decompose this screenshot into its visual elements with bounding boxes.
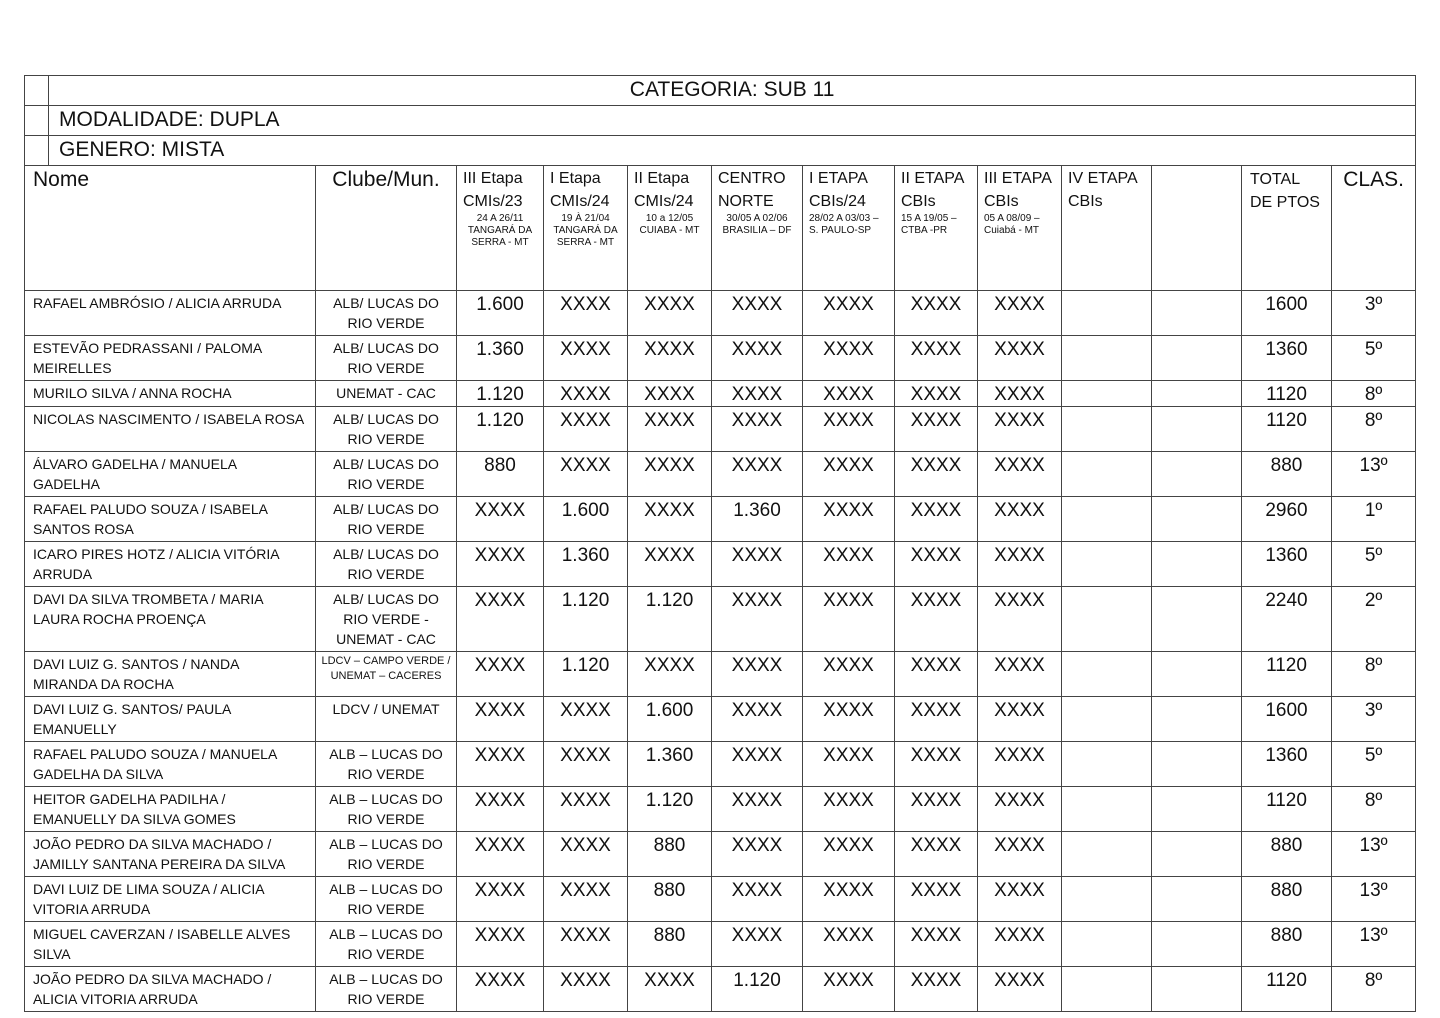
total-points: 2240 [1242, 587, 1332, 652]
stage-points: 1.600 [628, 697, 712, 742]
total-points: 1120 [1242, 967, 1332, 1012]
classification: 5º [1332, 542, 1416, 587]
stage-title: I Etapa CMIs/24 [550, 170, 610, 210]
stage-points [1152, 877, 1242, 922]
stage-points [1062, 787, 1152, 832]
table-row [25, 587, 1416, 652]
table-row [25, 787, 1416, 832]
club-name: ALB/ LUCAS DO RIO VERDE - UNEMAT - CAC [316, 587, 457, 652]
stage-title: III ETAPA CBIs [984, 170, 1051, 210]
stage-points: XXXX [457, 877, 544, 922]
classification: 5º [1332, 336, 1416, 381]
club-name: LDCV – CAMPO VERDE / UNEMAT – CACERES [316, 652, 457, 697]
table-row [25, 407, 1416, 452]
club-name: ALB/ LUCAS DO RIO VERDE [316, 407, 457, 452]
pair-name: JOÃO PEDRO DA SILVA MACHADO / ALICIA VITORIA ARRUDA [25, 967, 316, 1012]
stage-points: XXXX [628, 497, 712, 542]
stage-title: II Etapa CMIs/24 [634, 170, 694, 210]
stage-points: XXXX [628, 336, 712, 381]
stage-points: XXXX [895, 967, 978, 1012]
stage-points: XXXX [544, 742, 628, 787]
stage-points: XXXX [978, 381, 1062, 407]
stage-points: XXXX [978, 652, 1062, 697]
stage-points: XXXX [803, 336, 895, 381]
col-stage-7 [978, 166, 1062, 291]
total-points: 2960 [1242, 497, 1332, 542]
stage-points [1152, 697, 1242, 742]
stage-dates: 15 A 19/05 – CTBA -PR [901, 213, 957, 236]
club-name: ALB/ LUCAS DO RIO VERDE [316, 542, 457, 587]
club-name: ALB – LUCAS DO RIO VERDE [316, 787, 457, 832]
stage-points: XXXX [457, 542, 544, 587]
stage-points [1152, 452, 1242, 497]
col-clas: CLAS. [1332, 166, 1416, 291]
stage-points: XXXX [803, 967, 895, 1012]
total-points: 1360 [1242, 742, 1332, 787]
col-stage-9 [1152, 166, 1242, 291]
modalidade-label: MODALIDADE: DUPLA [59, 108, 280, 131]
stage-points [1152, 742, 1242, 787]
classification: 8º [1332, 787, 1416, 832]
stage-points: XXXX [978, 407, 1062, 452]
total-points: 880 [1242, 877, 1332, 922]
stage-points: XXXX [803, 452, 895, 497]
table-row [25, 497, 1416, 542]
stage-points: XXXX [712, 336, 803, 381]
stage-points: 1.360 [628, 742, 712, 787]
stage-points: XXXX [628, 452, 712, 497]
col-stage-5 [803, 166, 895, 291]
stage-points: XXXX [457, 832, 544, 877]
stage-points: XXXX [895, 291, 978, 336]
stage-points: XXXX [895, 922, 978, 967]
stage-title: II ETAPA CBIs [901, 170, 964, 210]
stage-points: XXXX [712, 697, 803, 742]
stage-points [1152, 381, 1242, 407]
stage-points: XXXX [895, 877, 978, 922]
stage-points: XXXX [978, 336, 1062, 381]
pair-name: ICARO PIRES HOTZ / ALICIA VITÓRIA ARRUDA [25, 542, 316, 587]
stage-dates: 28/02 A 03/03 – S. PAULO-SP [809, 213, 879, 236]
col-stage-8 [1062, 166, 1152, 291]
club-name: ALB – LUCAS DO RIO VERDE [316, 832, 457, 877]
club-name: ALB/ LUCAS DO RIO VERDE [316, 497, 457, 542]
stage-points: 1.360 [457, 336, 544, 381]
classification: 13º [1332, 922, 1416, 967]
stage-points [1152, 787, 1242, 832]
stage-points [1062, 542, 1152, 587]
stage-points: XXXX [803, 291, 895, 336]
stage-points: XXXX [978, 922, 1062, 967]
pair-name: DAVI LUIZ DE LIMA SOUZA / ALICIA VITORIA ARRUDA [25, 877, 316, 922]
stage-title: IV ETAPA CBIs [1068, 170, 1137, 210]
stage-points: XXXX [544, 381, 628, 407]
stage-points [1152, 407, 1242, 452]
stage-points: XXXX [895, 381, 978, 407]
col-clube: Clube/Mun. [316, 166, 457, 291]
stage-points: XXXX [457, 697, 544, 742]
total-points: 1360 [1242, 336, 1332, 381]
stage-points: XXXX [628, 967, 712, 1012]
stage-points: XXXX [544, 452, 628, 497]
stage-points: 1.360 [544, 542, 628, 587]
stage-points: XXXX [803, 742, 895, 787]
table-row [25, 381, 1416, 407]
pair-name: RAFAEL AMBRÓSIO / ALICIA ARRUDA [25, 291, 316, 336]
stage-points: XXXX [712, 922, 803, 967]
genero-label: GENERO: MISTA [59, 138, 225, 161]
stage-points: XXXX [895, 542, 978, 587]
stage-points: 1.120 [628, 787, 712, 832]
classification: 3º [1332, 291, 1416, 336]
club-name: ALB/ LUCAS DO RIO VERDE [316, 291, 457, 336]
stage-points: XXXX [544, 922, 628, 967]
classification: 1º [1332, 497, 1416, 542]
stage-points: XXXX [457, 742, 544, 787]
stage-points [1062, 967, 1152, 1012]
col-stage-3 [628, 166, 712, 291]
stage-points: XXXX [544, 967, 628, 1012]
stage-points: XXXX [895, 742, 978, 787]
table-row [25, 697, 1416, 742]
stage-points: XXXX [978, 697, 1062, 742]
total-points: 1360 [1242, 542, 1332, 587]
stage-points: XXXX [803, 542, 895, 587]
stage-points: XXXX [712, 587, 803, 652]
col-stage-4 [712, 166, 803, 291]
stage-points: XXXX [895, 407, 978, 452]
stage-points: XXXX [978, 742, 1062, 787]
stage-points: XXXX [895, 452, 978, 497]
stage-points: XXXX [628, 291, 712, 336]
stage-points [1062, 407, 1152, 452]
pair-name: HEITOR GADELHA PADILHA / EMANUELLY DA SILVA GOMES [25, 787, 316, 832]
stage-points: 880 [628, 922, 712, 967]
stage-dates: 30/05 A 02/06 BRASILIA – DF [722, 213, 792, 236]
stage-points [1062, 381, 1152, 407]
stage-points: XXXX [544, 697, 628, 742]
stage-points: XXXX [803, 922, 895, 967]
stage-points: XXXX [457, 652, 544, 697]
pair-name: DAVI DA SILVA TROMBETA / MARIA LAURA ROCHA PROENÇA [25, 587, 316, 652]
stage-points: XXXX [978, 542, 1062, 587]
stage-points [1062, 697, 1152, 742]
stage-points: XXXX [712, 742, 803, 787]
club-name: ALB/ LUCAS DO RIO VERDE [316, 336, 457, 381]
stage-points: XXXX [978, 832, 1062, 877]
classification: 8º [1332, 652, 1416, 697]
club-name: ALB – LUCAS DO RIO VERDE [316, 922, 457, 967]
table-row [25, 967, 1416, 1012]
stage-title: I ETAPA CBIs/24 [809, 170, 868, 210]
table-row [25, 652, 1416, 697]
stage-points: XXXX [544, 877, 628, 922]
stage-points: XXXX [803, 407, 895, 452]
club-name: ALB/ LUCAS DO RIO VERDE [316, 452, 457, 497]
total-points: 880 [1242, 452, 1332, 497]
classification: 8º [1332, 407, 1416, 452]
total-points: 1120 [1242, 652, 1332, 697]
categoria-label: CATEGORIA: SUB 11 [629, 78, 835, 101]
stage-points: 880 [628, 877, 712, 922]
classification: 8º [1332, 381, 1416, 407]
col-nome: Nome [25, 166, 316, 291]
stage-points: XXXX [978, 291, 1062, 336]
ranking-sheet [24, 75, 1415, 1012]
stage-points: XXXX [978, 452, 1062, 497]
stage-points [1152, 336, 1242, 381]
stage-points: 1.120 [457, 407, 544, 452]
stage-points: XXXX [457, 967, 544, 1012]
stage-points: 1.120 [712, 967, 803, 1012]
table-row [25, 291, 1416, 336]
stage-points: XXXX [895, 497, 978, 542]
pair-name: RAFAEL PALUDO SOUZA / MANUELA GADELHA DA SILVA [25, 742, 316, 787]
stage-points: XXXX [803, 587, 895, 652]
stage-points [1152, 587, 1242, 652]
pair-name: JOÃO PEDRO DA SILVA MACHADO / JAMILLY SANTANA PEREIRA DA SILVA [25, 832, 316, 877]
stage-points: XXXX [712, 381, 803, 407]
stage-points [1062, 587, 1152, 652]
stage-points: XXXX [895, 587, 978, 652]
pair-name: NICOLAS NASCIMENTO / ISABELA ROSA [25, 407, 316, 452]
stage-points [1152, 832, 1242, 877]
stage-points: 1.120 [544, 652, 628, 697]
pair-name: ÁLVARO GADELHA / MANUELA GADELHA [25, 452, 316, 497]
total-points: 1120 [1242, 787, 1332, 832]
total-points: 1120 [1242, 407, 1332, 452]
stage-points [1062, 652, 1152, 697]
stage-points [1062, 877, 1152, 922]
ranking-table [24, 75, 1416, 1012]
club-name: LDCV / UNEMAT [316, 697, 457, 742]
stage-points [1152, 922, 1242, 967]
stage-dates: 24 A 26/11 TANGARÁ DA SERRA - MT [467, 213, 533, 248]
stage-points: XXXX [803, 652, 895, 697]
stage-points: 1.600 [457, 291, 544, 336]
club-name: ALB – LUCAS DO RIO VERDE [316, 967, 457, 1012]
classification: 13º [1332, 832, 1416, 877]
stage-points: XXXX [712, 877, 803, 922]
classification: 13º [1332, 877, 1416, 922]
pair-name: DAVI LUIZ G. SANTOS/ PAULA EMANUELLY [25, 697, 316, 742]
stage-points: 1.120 [628, 587, 712, 652]
col-stage-6 [895, 166, 978, 291]
stage-points [1062, 452, 1152, 497]
stage-points: XXXX [978, 497, 1062, 542]
stage-points: XXXX [803, 497, 895, 542]
club-name: ALB – LUCAS DO RIO VERDE [316, 742, 457, 787]
stage-points: XXXX [895, 697, 978, 742]
stage-points: XXXX [803, 832, 895, 877]
stage-points: XXXX [628, 652, 712, 697]
stage-points: XXXX [712, 542, 803, 587]
stage-points: XXXX [712, 652, 803, 697]
stage-points: XXXX [895, 832, 978, 877]
stage-points: XXXX [544, 832, 628, 877]
stage-points: XXXX [712, 787, 803, 832]
club-name: ALB – LUCAS DO RIO VERDE [316, 877, 457, 922]
pair-name: DAVI LUIZ G. SANTOS / NANDA MIRANDA DA ROCHA [25, 652, 316, 697]
col-stage-1 [457, 166, 544, 291]
stage-points: 880 [628, 832, 712, 877]
stage-points: XXXX [544, 291, 628, 336]
stage-points: XXXX [895, 652, 978, 697]
pair-name: ESTEVÃO PEDRASSANI / PALOMA MEIRELLES [25, 336, 316, 381]
club-name: UNEMAT - CAC [316, 381, 457, 407]
stage-points: XXXX [457, 922, 544, 967]
stage-dates: 19 À 21/04 TANGARÁ DA SERRA - MT [553, 213, 618, 248]
classification: 3º [1332, 697, 1416, 742]
table-row [25, 742, 1416, 787]
stage-points: XXXX [895, 787, 978, 832]
stage-dates: 05 A 08/09 – Cuiabá - MT [984, 213, 1040, 236]
stage-points: XXXX [712, 832, 803, 877]
stage-points [1062, 832, 1152, 877]
table-row [25, 542, 1416, 587]
stage-points: XXXX [978, 587, 1062, 652]
col-total: TOTAL DE PTOS [1242, 166, 1332, 291]
stage-points: 1.120 [544, 587, 628, 652]
stage-points: XXXX [544, 787, 628, 832]
classification: 5º [1332, 742, 1416, 787]
stage-points [1152, 652, 1242, 697]
stage-points: XXXX [544, 336, 628, 381]
stage-points: XXXX [978, 967, 1062, 1012]
table-row [25, 336, 1416, 381]
stage-points: XXXX [895, 336, 978, 381]
stage-points: XXXX [712, 291, 803, 336]
stage-points [1152, 967, 1242, 1012]
pair-name: MIGUEL CAVERZAN / ISABELLE ALVES SILVA [25, 922, 316, 967]
stage-points: XXXX [457, 497, 544, 542]
table-row [25, 877, 1416, 922]
table-row [25, 922, 1416, 967]
pair-name: MURILO SILVA / ANNA ROCHA [25, 381, 316, 407]
stage-points: XXXX [712, 407, 803, 452]
column-header-row [25, 166, 1416, 291]
stage-points [1152, 497, 1242, 542]
stage-points [1062, 742, 1152, 787]
stage-points: 1.120 [457, 381, 544, 407]
table-row [25, 832, 1416, 877]
stage-points: 1.600 [544, 497, 628, 542]
total-points: 1600 [1242, 697, 1332, 742]
col-stage-2 [544, 166, 628, 291]
stage-title: CENTRO NORTE [718, 170, 786, 210]
total-points: 880 [1242, 832, 1332, 877]
total-points: 1120 [1242, 381, 1332, 407]
stage-dates: 10 a 12/05 CUIABA - MT [639, 213, 700, 236]
total-points: 880 [1242, 922, 1332, 967]
stage-points: XXXX [457, 787, 544, 832]
stage-points: XXXX [803, 787, 895, 832]
stage-title: III Etapa CMIs/23 [463, 170, 523, 210]
stage-points: XXXX [978, 787, 1062, 832]
pair-name: RAFAEL PALUDO SOUZA / ISABELA SANTOS ROSA [25, 497, 316, 542]
stage-points: XXXX [803, 697, 895, 742]
stage-points: XXXX [628, 381, 712, 407]
stage-points: XXXX [978, 877, 1062, 922]
stage-points [1152, 291, 1242, 336]
total-points: 1600 [1242, 291, 1332, 336]
stage-points [1062, 497, 1152, 542]
stage-points: XXXX [628, 542, 712, 587]
stage-points [1152, 542, 1242, 587]
classification: 13º [1332, 452, 1416, 497]
stage-points: XXXX [544, 407, 628, 452]
stage-points: XXXX [628, 407, 712, 452]
stage-points: XXXX [457, 587, 544, 652]
classification: 8º [1332, 967, 1416, 1012]
classification: 2º [1332, 587, 1416, 652]
stage-points: XXXX [712, 452, 803, 497]
stage-points: XXXX [803, 381, 895, 407]
stage-points: 880 [457, 452, 544, 497]
stage-points [1062, 336, 1152, 381]
stage-points: 1.360 [712, 497, 803, 542]
stage-points [1062, 291, 1152, 336]
table-row [25, 452, 1416, 497]
stage-points: XXXX [803, 877, 895, 922]
stage-points [1062, 922, 1152, 967]
